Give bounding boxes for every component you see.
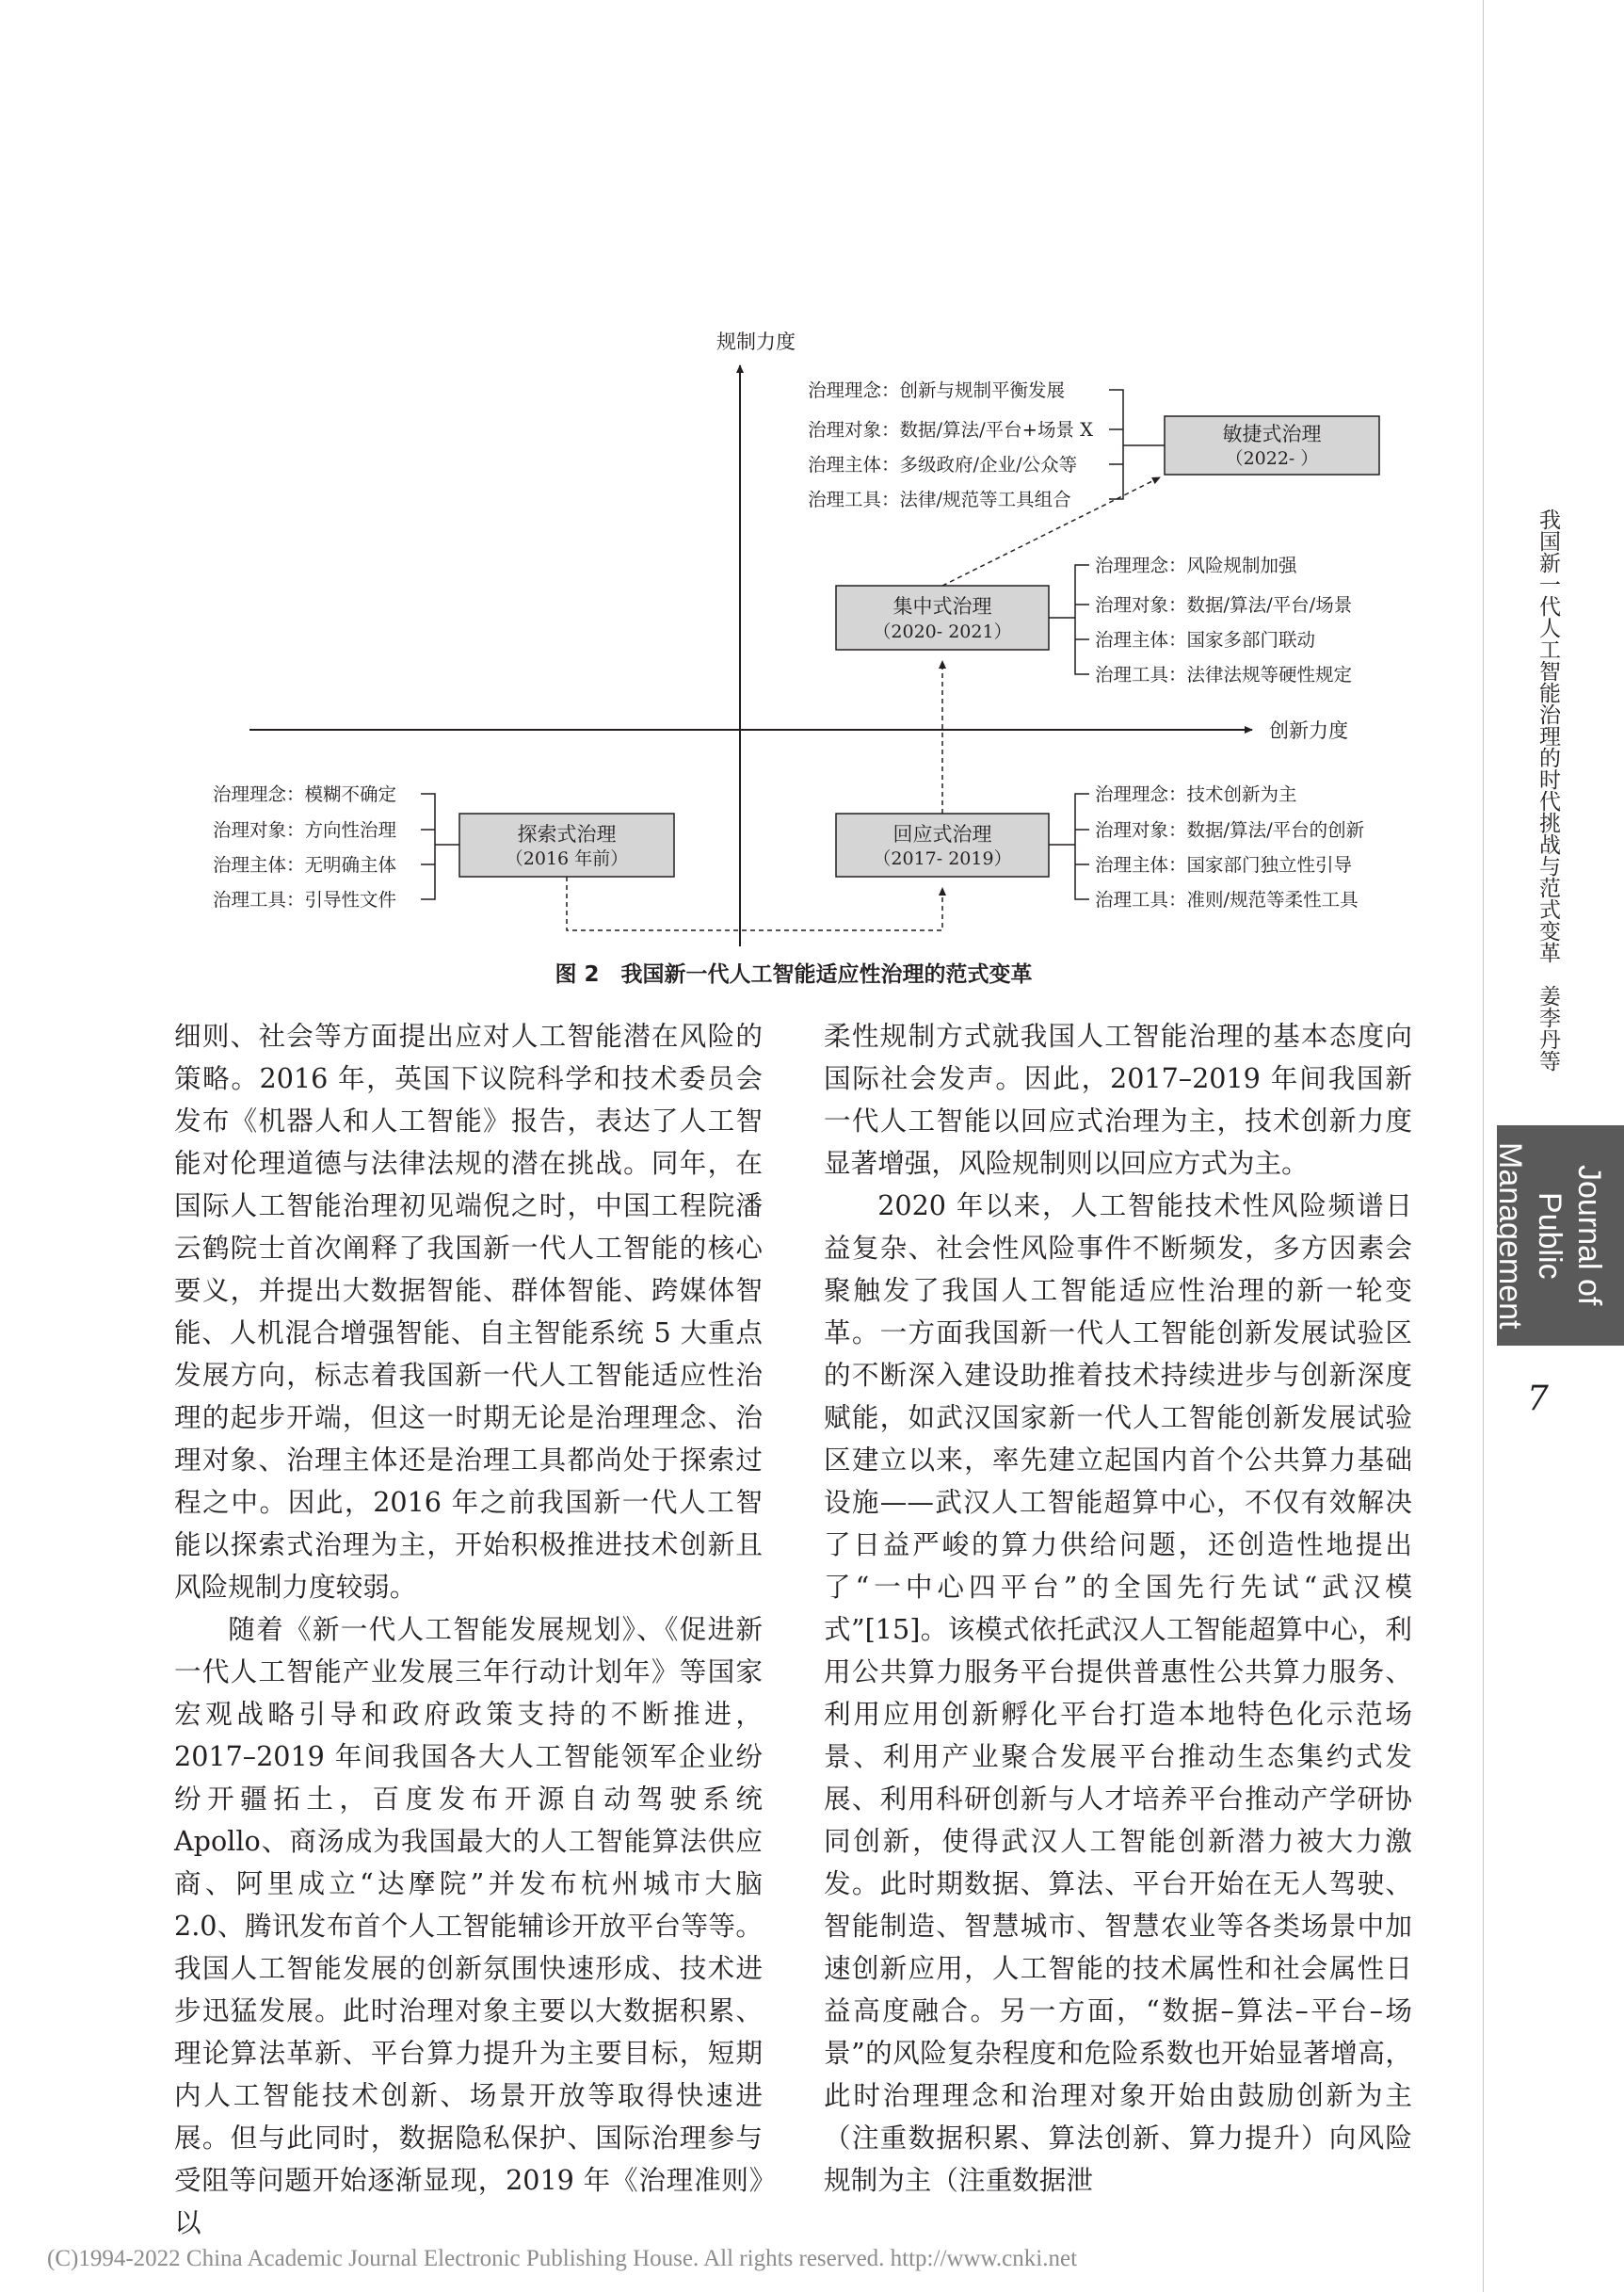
stage-item: 治理主体：国家多部门联动	[1095, 629, 1316, 651]
y-axis-label: 规制力度	[716, 331, 796, 353]
margin-rule	[1483, 0, 1484, 2292]
stage-period: （2022- ）	[1225, 448, 1319, 469]
transition-exploratory-to-responsive	[567, 877, 942, 930]
stage-exploratory	[213, 783, 674, 911]
paragraph: 柔性规制方式就我国人工智能治理的基本态度向国际社会发声。因此，2017–2019 年间我国新一代人工智能以回应式治理为主，技术创新力度显著增强，风险规制则以回应方式为主。	[824, 1020, 1412, 1179]
stage-period: （2020- 2021）	[873, 621, 1012, 642]
figure-caption: 图 2 我国新一代人工智能适应性治理的范式变革	[555, 962, 1033, 987]
stage-item: 治理理念：技术创新为主	[1095, 783, 1297, 805]
body-column-left	[174, 1015, 763, 2244]
stage-item: 治理对象：方向性治理	[213, 819, 397, 841]
stage-item: 治理主体：国家部门独立性引导	[1095, 854, 1353, 876]
bracket	[1049, 794, 1089, 899]
page-number: 7	[1527, 1380, 1549, 1418]
journal-name: Journal of Public Management	[1492, 1141, 1607, 1330]
copyright-footer: (C)1994-2022 China Academic Journal Electronic Publishing House. All rights reserved. http://www.cnki.net	[47, 2246, 1078, 2271]
body-column-right	[824, 1015, 1412, 2202]
stage-item: 治理对象：数据/算法/平台的创新	[1095, 819, 1365, 841]
stage-item: 治理对象：数据/算法/平台/场景	[1095, 594, 1353, 616]
stage-period: （2017- 2019）	[873, 848, 1012, 869]
paragraph: 随着《新一代人工智能发展规划》、《促进新一代人工智能产业发展三年行动计划年》等国家宏观战略引导和政府政策支持的不断推进，2017–2019 年间我国各大人工智能领军企业纷纷开疆拓土，百度发布开源自动驾驶系统 Apollo、商汤成为我国最大的人工智能算法供应商、阿里成立“达摩院”并发布杭州城市大脑 2.0、腾讯发布首个人工智能辅诊开放平台等等。我国人工智能发展的创新氛围快速形成、技术进步迅猛发展。此时治理对象主要以大数据积累、理论算法革新、平台算力提升为主要目标，短期内人工智能技术创新、场景开放等取得快速进展。但与此同时，数据隐私保护、国际治理参与受阻等问题开始逐渐显现，2019 年《治理准则》以	[174, 1613, 763, 2238]
stage-item: 治理工具：引导性文件	[213, 889, 397, 911]
stage-item: 治理对象：数据/算法/平台+场景 X	[808, 419, 1094, 441]
stage-item: 治理理念：创新与规制平衡发展	[808, 379, 1066, 401]
paragraph: 细则、社会等方面提出应对人工智能潜在风险的策略。2016 年，英国下议院科学和技术委员会发布《机器人和人工智能》报告，表达了人工智能对伦理道德与法律法规的潜在挑战。同年，在国际人工智能治理初见端倪之时，中国工程院潘云鹤院士首次阐释了我国新一代人工智能的核心要义，并提出大数据智能、群体智能、跨媒体智能、人机混合增强智能、自主智能系统 5 大重点发展方向，标志着我国新一代人工智能适应性治理的起步开端，但这一时期无论是治理理念、治理对象、治理主体还是治理工具都尚处于探索过程之中。因此，2016 年之前我国新一代人工智能以探索式治理为主，开始积极推进技术创新且风险规制力度较弱。	[174, 1020, 763, 1603]
running-title: 我国新一代人工智能治理的时代挑战与范式变革 姜李丹等	[1536, 508, 1560, 1072]
stage-responsive	[836, 783, 1364, 911]
stage-centralized	[836, 555, 1352, 686]
bracket	[421, 794, 459, 899]
stage-item: 治理主体：多级政府/企业/公众等	[808, 454, 1078, 476]
paradigm-figure	[0, 0, 1483, 1017]
bracket	[1049, 565, 1089, 674]
stage-title: 敏捷式治理	[1222, 423, 1322, 445]
stage-title: 集中式治理	[892, 595, 992, 618]
stage-item: 治理主体：无明确主体	[213, 854, 397, 876]
stage-period: （2016 年前）	[505, 848, 629, 869]
stage-agile	[808, 379, 1379, 510]
stage-title: 探索式治理	[517, 823, 617, 846]
stage-item: 治理工具：法律/规范等工具组合	[808, 489, 1071, 510]
paragraph: 2020 年以来，人工智能技术性风险频谱日益复杂、社会性风险事件不断频发，多方因素会聚触发了我国人工智能适应性治理的新一轮变革。一方面我国新一代人工智能创新发展试验区的不断深入建设助推着技术持续进步与创新深度赋能，如武汉国家新一代人工智能创新发展试验区建立以来，率先建立起国内首个公共算力基础设施——武汉人工智能超算中心，不仅有效解决了日益严峻的算力供给问题，还创造性地提出了“一中心四平台”的全国先行先试“武汉模式”[15]。该模式依托武汉人工智能超算中心，利用公共算力服务平台提供普惠性公共算力服务、利用应用创新孵化平台打造本地特色化示范场景、利用产业聚合发展平台推动生态集约式发展、利用科研创新与人才培养平台推动产学研协同创新，使得武汉人工智能创新潜力被大力激发。此时期数据、算法、平台开始在无人驾驶、智能制造、智慧城市、智慧农业等各类场景中加速创新应用，人工智能的技术属性和社会属性日益高度融合。另一方面，“数据–算法–平台–场景”的风险复杂程度和危险系数也开始显著增高，此时治理理念和治理对象开始由鼓励创新为主（注重数据积累、算法创新、算力提升）向风险规制为主（注重数据泄	[824, 1189, 1412, 2196]
stage-item: 治理工具：法律法规等硬性规定	[1095, 664, 1353, 686]
x-axis-label: 创新力度	[1269, 719, 1348, 742]
stage-item: 治理理念：风险规制加强	[1095, 555, 1297, 576]
stage-item: 治理理念：模糊不确定	[213, 783, 397, 805]
stage-title: 回应式治理	[892, 823, 992, 846]
bracket	[1109, 390, 1165, 499]
stage-item: 治理工具：准则/规范等柔性工具	[1095, 889, 1359, 911]
